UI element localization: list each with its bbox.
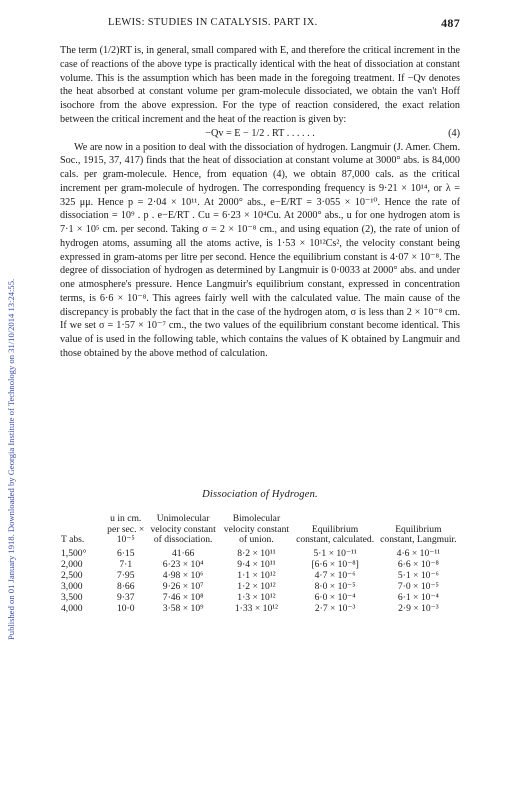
paragraph-critical-increment: The term (1/2)RT is, in general, small compared with E, and therefore the critical increment in the case of reactions of the above type is practically identical with the heat of dissociation at constant volume. This is the assumption which has been made in the foregoing treatment. If −Qv denotes the heat absorbed at constant volume per gram-molecule dissociated, we obtain the van't Hoff isochore from the above expression. For the type of reaction considered, the exact relation between the critical increment and the heat of the reaction is given by: — [60, 45, 460, 125]
table-cell: 6·6 × 10⁻⁸ — [397, 558, 439, 570]
table-caption: Dissociation of Hydrogen. — [202, 489, 318, 500]
table-row — [60, 582, 460, 593]
running-header — [60, 16, 460, 32]
table-row — [60, 593, 460, 604]
table-cell: 2,500 — [61, 569, 83, 581]
table-cell: 10·0 — [116, 602, 135, 614]
table-row — [60, 560, 460, 571]
column-header-bimolecular: Bimolecular velocity constant of union. — [223, 513, 290, 545]
running-title: LEWIS: STUDIES IN CATALYSIS. PART IX. — [108, 17, 318, 28]
column-header-temperature: T abs. — [61, 534, 85, 545]
table-row — [60, 571, 460, 582]
table-cell: 3,500 — [61, 591, 83, 603]
table-cell: 9·26 × 10⁷ — [162, 580, 204, 592]
table-cell: 9·4 × 10¹¹ — [237, 558, 276, 570]
table-cell: 7·1 — [119, 558, 133, 570]
table-cell: 6·15 — [116, 547, 135, 559]
table-cell: [6·6 × 10⁻⁸] — [311, 558, 359, 570]
table-cell: 4·98 × 10⁶ — [162, 569, 204, 581]
table-cell: 7·0 × 10⁻⁵ — [397, 580, 439, 592]
paragraph-hydrogen-dissociation: We are now in a position to deal with the dissociation of hydrogen. Langmuir (J. Amer. Chem. Soc., 1915, 37, 417) finds that the heat of dissociation at constant volume at 3000° abs. is 84,000 cals. per gram-molecule. Hence, from equation (4), we obtain 87,000 cals. as the critical increment per gram-molecule of hydrogen. The corresponding frequency is 9·21 × 10¹⁴, or λ = 325 μμ. Hence p = 2·04 × 10¹¹. At 2000° abs., e−E/RT = 3·055 × 10⁻¹⁰. Hence the rate of dissociation = 10⁹ . p . e−E/RT . Cu = 6·23 × 10⁴Cu. At 2000° abs., u for one hydrogen atom is 7·1 × 10⁵ cm. per second. Taking σ = 2 × 10⁻⁸ cm., and using equation (2), the rate of union of hydrogen atoms, assuming all the atoms active, is 1·53 × 10¹²Cs², the velocity constant being expressed in gram-atoms per litre per second. Hence the equilibrium constant is 4·07 × 10⁻⁸. The degree of dissociation of hydrogen as determined by Langmuir is 0·0033 at 2000° abs. and under one atmosphere's pressure. Hence Langmuir's equilibrium constant, expressed in concentration terms, is 6·6 × 10⁻⁸. This agrees fairly well with the calculated value. The main cause of the discrepancy is probably the fact that in the case of the hydrogen atom, σ is less than 2 × 10⁻⁸ cm. If we set σ = 1·57 × 10⁻⁷ cm., the two values of the equilibrium constant become identical. This value of is used in the following table, which contains the values of K obtained by Langmuir and those obtained by the above method of calculation. — [60, 141, 460, 359]
table-cell: 1·2 × 10¹² — [237, 580, 276, 592]
table-cell: 2·7 × 10⁻³ — [314, 602, 356, 614]
table-cell: 3·58 × 10⁹ — [162, 602, 204, 614]
column-header-unimolecular: Unimolecular velocity constant of dissociation. — [150, 513, 216, 545]
table-cell: 2·9 × 10⁻³ — [398, 602, 439, 614]
table-header-row — [60, 514, 460, 549]
body-text — [60, 44, 460, 361]
table-row — [60, 549, 460, 560]
table-cell: 6·1 × 10⁻⁴ — [397, 591, 439, 603]
equation-text: −Qv = E − 1/2 . RT . . . . . . — [205, 127, 315, 139]
column-header-langmuir: Equilibrium constant, Langmuir. — [380, 523, 457, 545]
table-cell: 8·2 × 10¹¹ — [237, 547, 276, 559]
table-cell: 6·0 × 10⁻⁴ — [314, 591, 356, 603]
dissociation-table — [60, 514, 460, 615]
table-cell: 4·6 × 10⁻¹¹ — [396, 547, 441, 559]
table-cell: 4·7 × 10⁻⁶ — [314, 569, 356, 581]
table-cell: 7·95 — [116, 569, 135, 581]
equation-4 — [60, 127, 460, 141]
equation-number: (4) — [448, 127, 460, 139]
table-cell: 4,000 — [61, 602, 83, 614]
table-cell: 6·23 × 10⁴ — [162, 558, 204, 570]
page-number: 487 — [441, 16, 460, 30]
table-cell: 3,000 — [61, 580, 83, 592]
table-cell: 1·1 × 10¹² — [237, 569, 276, 581]
table-cell: 8·0 × 10⁻⁵ — [314, 580, 356, 592]
table-cell: 8·66 — [116, 580, 135, 592]
table-cell: 2,000 — [61, 558, 83, 570]
table-cell: 1,500° — [61, 547, 87, 559]
table-row — [60, 604, 460, 615]
table-cell: 1·33 × 10¹² — [234, 602, 278, 614]
table-cell: 1·3 × 10¹² — [237, 591, 276, 603]
column-header-velocity: u in cm. per sec. × 10⁻⁵ — [107, 513, 145, 545]
table-cell: 7·46 × 10⁸ — [162, 591, 204, 603]
table-cell: 41·66 — [171, 547, 195, 559]
table-cell: 5·1 × 10⁻⁶ — [397, 569, 439, 581]
table-cell: 9·37 — [116, 591, 135, 603]
column-header-calculated: Equilibrium constant, calculated. — [296, 523, 375, 545]
download-provenance-note: Published on 01 January 1918. Downloaded by Georgia Institute of Technology on 31/10/2014 13:24:55. — [6, 278, 16, 640]
table-cell: 5·1 × 10⁻¹¹ — [313, 547, 357, 559]
